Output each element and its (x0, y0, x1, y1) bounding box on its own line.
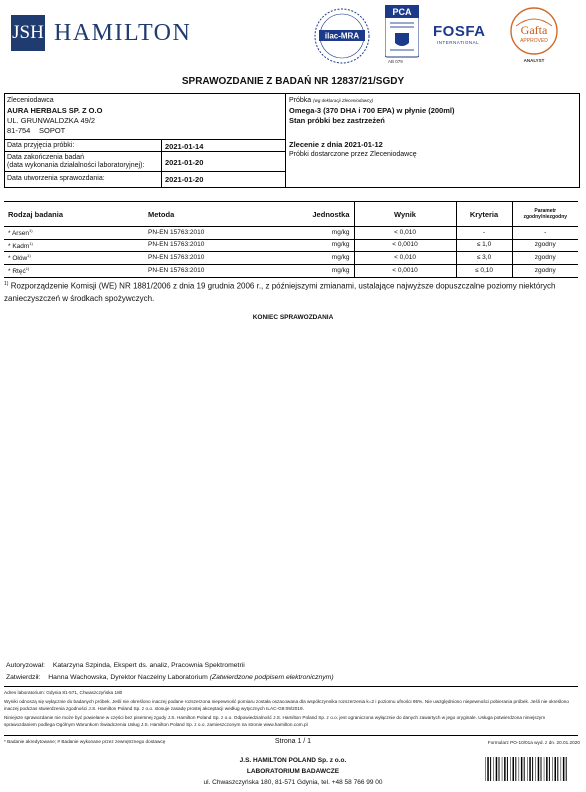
header-method: Metoda (144, 202, 302, 227)
header-compliance: Parametr zgodny/niezgodny (512, 202, 578, 227)
footnote-ref: 1) (25, 265, 30, 271)
footnote-ref: 1) (27, 253, 31, 259)
ilac-mra-logo (313, 7, 371, 65)
barcode-bar (546, 757, 548, 781)
barcode-bar (521, 757, 523, 781)
sample-name: Omega-3 (370 DHA i 700 EPA) w płynie (200ml) (289, 106, 455, 115)
client-label: Zleceniodawca (7, 97, 54, 104)
barcode-bar (549, 757, 550, 781)
lab-address: Adres laboratorium: Gdynia 81-571, Chwaszczyńska 180 (4, 690, 123, 695)
disclaimer-copying: Niniejsze sprawozdanie nie może być powielane w części bez pisemnej zgody J.S. Hamilton Poland Sp. z o.o. Odpowiedzialność J.S. Hamilton Poland Sp. z o.o. jest ograniczona wyłącznie do danych zawartych w jego oryginale. Usługa potwierdzona niniejszym sprawozdaniem podlega Ogólnym Warunkom Świadczenia Usług J.S. Hamilton Poland Sp. z o.o. zamieszczonym na stronie www.hamilton.com.pl (4, 715, 546, 727)
barcode-bar (485, 757, 486, 781)
test-name-cell (4, 264, 144, 277)
divider (161, 152, 162, 172)
fosfa-subtitle: INTERNATIONAL (437, 40, 480, 45)
test-name: * Kadm (8, 242, 30, 250)
date-row (5, 151, 285, 172)
barcode-bar (513, 757, 515, 781)
date-row (5, 171, 285, 188)
method-cell: PN-EN 15763:2010 (144, 264, 302, 277)
disclaimer-uncertainty: Wyniki odnoszą się wyłącznie do badanych próbek. Jeśli nie określono inaczej podane rozszerzona niepewność pomiaru została oszacowana dla współczynnika rozszerzenia k=2 i poziomu ufności 95%. Nie uwzględniono niepewności pobierania próbek. Jeśli nie określono inaczej podczas stwierdzenia zgodności J.S. Hamilton Poland Sp. z o.o. stosuje zasadę prostej akceptacji według wytycznych ILAC-G8:09/2019. (4, 699, 569, 711)
order-date: Zlecenie z dnia 2021-01-12 (289, 140, 383, 149)
page-number: Strona 1 / 1 (274, 738, 312, 745)
barcode-bar (502, 757, 503, 781)
footer-lab: LABORATORIUM BADAWCZE (246, 768, 340, 775)
barcode-bar (532, 757, 533, 781)
client-postcode: 81-754 (7, 126, 31, 135)
barcode-bar (490, 757, 491, 781)
table-header-row (4, 202, 578, 227)
form-number: Formularz PO-10/01a wyd. z dn. 20.01.2020 (487, 740, 580, 745)
criteria-cell: - (456, 227, 512, 240)
criteria-cell: ≤ 1,0 (456, 239, 512, 252)
dates-grid (5, 139, 285, 187)
unit-cell: mg/kg (302, 264, 354, 277)
date-label: Data utworzenia sprawozdania: (7, 175, 105, 182)
divider (4, 735, 578, 736)
result-cell: < 0,010 (354, 227, 456, 240)
date-label: Data zakończenia badań (7, 154, 85, 161)
approved-name: Hanna Wachowska, Dyrektor Naczelny Laboratorium (48, 674, 208, 681)
authorized-by (6, 662, 245, 669)
table-row (4, 252, 578, 265)
barcode-bar (499, 757, 500, 781)
pca-logo (385, 5, 419, 63)
barcode-bar (566, 757, 567, 781)
date-value: 2021-01-14 (165, 142, 204, 151)
criteria-cell: ≤ 0,10 (456, 264, 512, 277)
approved-label: Zatwierdził: (6, 674, 41, 681)
fosfa-logo: FOSFA (433, 23, 486, 40)
header-unit: Jednostka (302, 202, 354, 227)
gafta-logo (508, 6, 560, 64)
footnote-ref: 1) (29, 240, 33, 246)
barcode-bar (487, 757, 489, 781)
barcode-bar (519, 757, 520, 781)
sample-label: Próbka (289, 97, 312, 104)
barcode-bar (529, 757, 531, 781)
test-name-cell (4, 239, 144, 252)
test-name: * Arsen (8, 230, 29, 238)
divider (161, 172, 162, 188)
table-row (4, 239, 578, 252)
table-row (4, 264, 578, 277)
compliance-cell: zgodny (512, 239, 578, 252)
date-value: 2021-01-20 (165, 175, 204, 184)
client-name: AURA HERBALS SP. Z O.O (7, 106, 103, 115)
compliance-cell: - (512, 227, 578, 240)
gafta-analyst: ANALYST (523, 58, 545, 63)
criteria-cell: ≤ 3,0 (456, 252, 512, 265)
regulation-footnote (4, 278, 578, 305)
barcode-image (484, 756, 568, 782)
header-criteria: Kryteria (456, 202, 512, 227)
approved-by (6, 674, 334, 681)
date-label: Data przyjęcia próbki: (7, 142, 75, 149)
barcode-bar (510, 757, 511, 781)
footer-company: J.S. HAMILTON POLAND Sp. z o.o. (239, 757, 347, 764)
method-cell: PN-EN 15763:2010 (144, 227, 302, 240)
accreditation-legend: * Badanie akredytowane; # Badanie wykonane przez zewnętrznego dostawcę (4, 739, 166, 744)
test-name: * Rtęć (8, 268, 26, 276)
gafta-subtitle: APPROVED (520, 38, 548, 44)
footnote-text: Rozporządzenie Komisji (WE) NR 1881/2006 z dnia 19 grudnia 2006 r., z późniejszymi zmianami, ustalające najwyższe dopuszczalne poziomy niektórych zanieczyszczeń w środkach spożywczych. (4, 281, 556, 303)
authorized-label: Autoryzował: (6, 662, 45, 669)
report-info-block (4, 93, 580, 188)
barcode-bar (541, 757, 542, 781)
gafta-text: Gafta (520, 23, 548, 37)
company-logo-text: HAMILTON (54, 20, 192, 46)
end-of-report: KONIEC SPRAWOZDANIA (252, 314, 334, 321)
barcode-bar (552, 757, 553, 781)
pca-accreditation-number: AB 079 (388, 59, 403, 64)
compliance-cell: zgodny (512, 252, 578, 265)
delivery-info: Próbki dostarczone przez Zleceniodawcę (289, 151, 417, 158)
barcode-bar (527, 757, 528, 781)
test-name-cell (4, 227, 144, 240)
unit-cell: mg/kg (302, 227, 354, 240)
barcode-bar (563, 757, 565, 781)
footnote-marker: 1) (4, 281, 9, 287)
unit-cell: mg/kg (302, 252, 354, 265)
test-name-cell (4, 252, 144, 265)
sample-label-note: (wg deklaracji Zleceniodawcy) (313, 98, 374, 103)
barcode-bar (555, 757, 557, 781)
ilac-text: ilac-MRA (324, 31, 360, 41)
barcode-bar (538, 757, 540, 781)
barcode-bar (561, 757, 562, 781)
table-row (4, 227, 578, 240)
header-result: Wynik (354, 202, 456, 227)
barcode-bar (493, 757, 494, 781)
client-city: SOPOT (39, 126, 66, 135)
sample-label-wrap (289, 97, 373, 104)
authorized-name: Katarzyna Szpinda, Ekspert ds. analiz, Pracownia Spektrometrii (52, 662, 245, 669)
divider (4, 686, 578, 687)
approved-note: (Zatwierdzone podpisem elektronicznym) (209, 674, 334, 681)
client-street: UL. GRUNWALDZKA 49/2 (7, 116, 96, 125)
compliance-cell: zgodny (512, 264, 578, 277)
unit-cell: mg/kg (302, 239, 354, 252)
barcode-bar (535, 757, 536, 781)
pca-text: PCA (392, 7, 412, 17)
result-cell: < 0,0010 (354, 239, 456, 252)
barcode-bar (544, 757, 545, 781)
result-cell: < 0,010 (354, 252, 456, 265)
footer-address: ul. Chwaszczyńska 180, 81-571 Gdynia, tel. +48 58 766 99 00 (203, 779, 383, 786)
header-test-type: Rodzaj badania (4, 202, 144, 227)
barcode-bar (504, 757, 506, 781)
report-title: SPRAWOZDANIE Z BADAŃ NR 12837/21/SGDY (181, 76, 405, 87)
method-cell: PN-EN 15763:2010 (144, 239, 302, 252)
barcode-bar (524, 757, 525, 781)
divider (285, 94, 286, 187)
test-name: * Ołów (8, 255, 28, 263)
barcode-bar (496, 757, 498, 781)
method-cell: PN-EN 15763:2010 (144, 252, 302, 265)
company-logo-mark: JSH (11, 15, 45, 51)
barcode-bar (515, 757, 516, 781)
results-table (4, 201, 578, 278)
footnote-ref: 1) (28, 228, 33, 233)
result-cell: < 0,0010 (354, 264, 456, 277)
barcode-bar (507, 757, 508, 781)
sample-condition: Stan próbki bez zastrzeżeń (289, 116, 385, 125)
barcode-bar (557, 757, 558, 781)
date-label-note: (data wykonania działalności laboratoryjnej): (7, 162, 145, 169)
date-value: 2021-01-20 (165, 158, 204, 167)
